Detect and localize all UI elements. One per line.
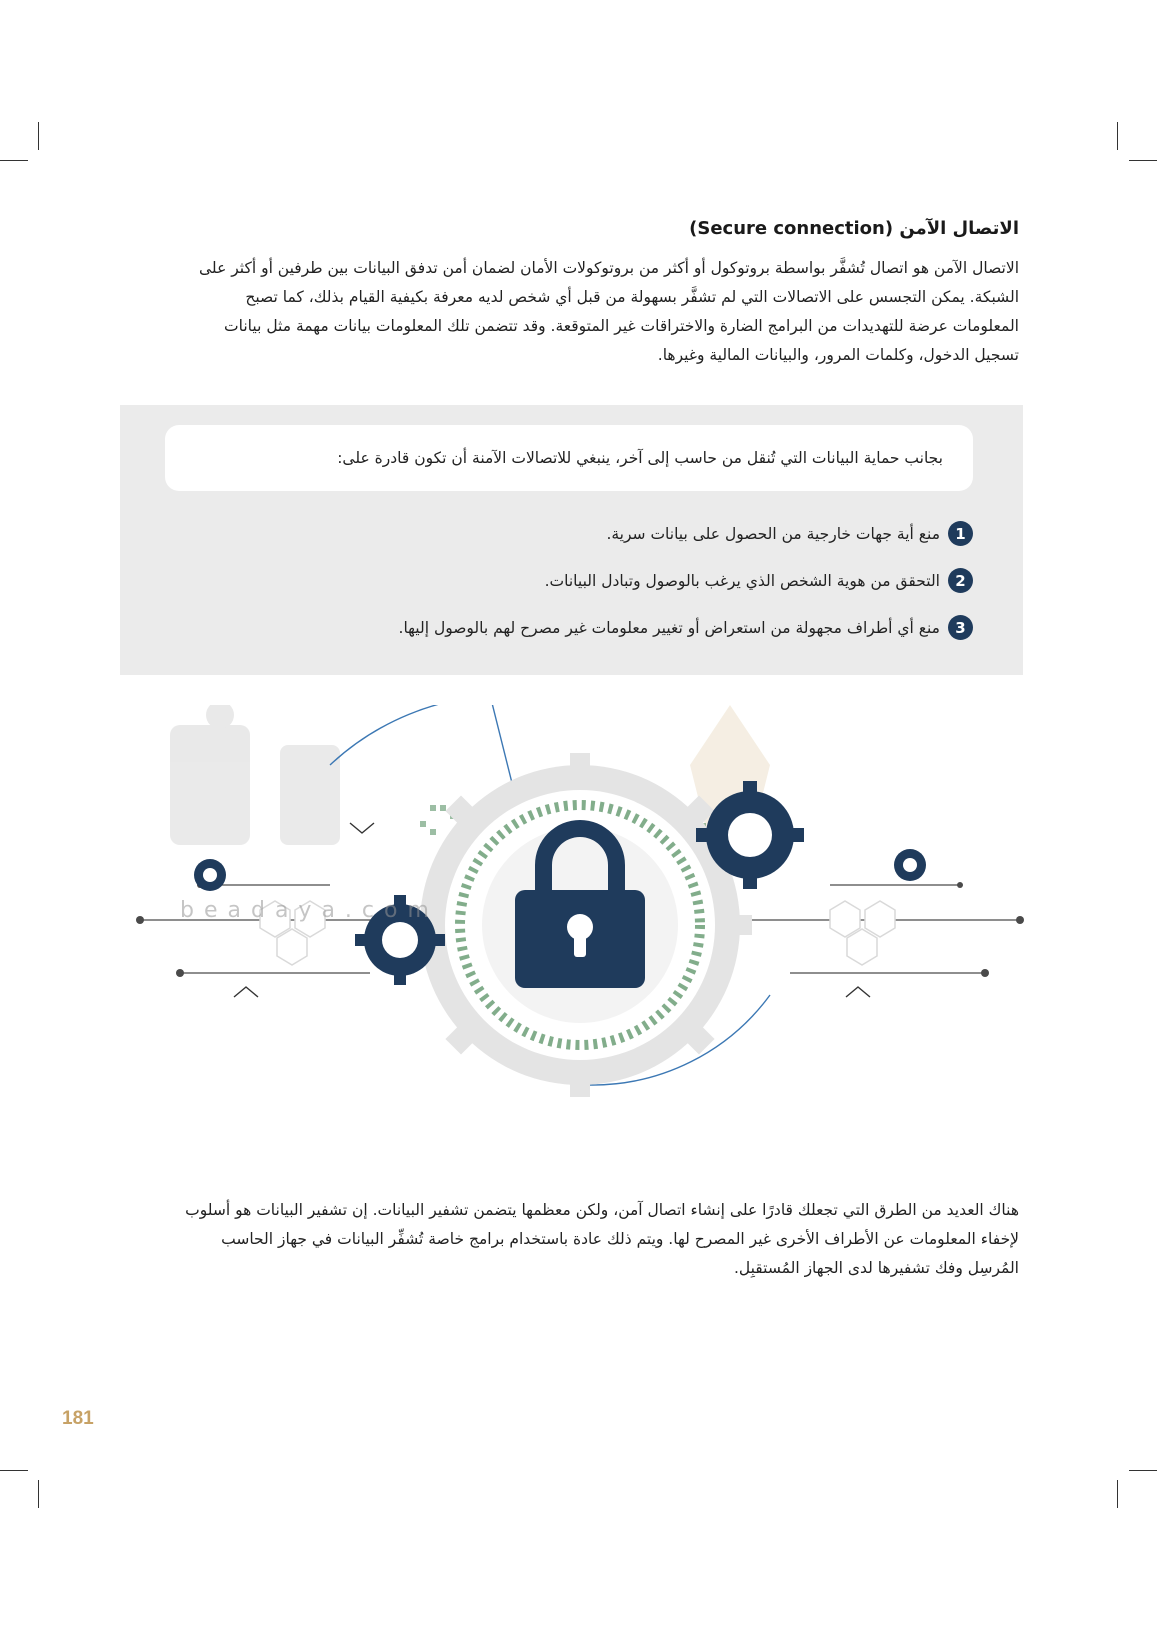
list-item-text: منع أي أطراف مجهولة من استعراض أو تغيير معلومات غير مصرح لهم بالوصول إليها. xyxy=(398,618,940,637)
list-item xyxy=(193,604,973,651)
crop-mark xyxy=(1129,1470,1157,1471)
small-gear-far-left xyxy=(194,859,226,891)
intro-line: المعلومات عرضة للتهديدات من البرامج الضارة والاختراقات غير المتوقعة. وقد تتضمن تلك المعلومات بيانات مهمة مثل بيانات xyxy=(224,317,1019,335)
intro-line: الشبكة. يمكن التجسس على الاتصالات التي لم تشفَّر بسهولة من قبل أي شخص لديه معرفة بكيفية القيام بذلك، كما تصبح xyxy=(245,288,1019,306)
watermark-domain: beadaya.com xyxy=(180,898,439,923)
padlock-gears-icon xyxy=(130,705,1030,1145)
outro-paragraph xyxy=(119,1196,1019,1283)
crop-mark xyxy=(1117,1480,1118,1508)
info-box xyxy=(120,405,1023,675)
outro-line: المُرسِل وفك تشفيرها لدى الجهاز المُستقبِل. xyxy=(733,1259,1019,1277)
intro-line: الاتصال الآمن هو اتصال تُشفَّر بواسطة بروتوكول أو أكثر من بروتوكولات الأمان لضمان أمن تدفق البيانات بين طرفين أو أكثر على xyxy=(199,259,1019,277)
number-badge: 2 xyxy=(948,568,973,593)
intro-line: تسجيل الدخول، وكلمات المرور، والبيانات المالية وغيرها. xyxy=(657,346,1019,364)
crop-mark xyxy=(38,1480,39,1508)
requirements-list xyxy=(193,510,973,651)
small-gear-far-right xyxy=(894,849,926,881)
outro-line: هناك العديد من الطرق التي تجعلك قادرًا على إنشاء اتصال آمن، ولكن معظمها يتضمن تشفير البيانات. إن تشفير البيانات هو أسلوب xyxy=(185,1201,1019,1219)
crop-mark xyxy=(1129,160,1157,161)
list-item-text: التحقق من هوية الشخص الذي يرغب بالوصول وتبادل البيانات. xyxy=(544,571,940,590)
list-item xyxy=(193,510,973,557)
number-badge: 1 xyxy=(948,521,973,546)
outro-line: لإخفاء المعلومات عن الأطراف الأخرى غير المصرح لها. ويتم ذلك عادة باستخدام برامج خاصة تُشفِّر البيانات في جهاز الحاسب xyxy=(221,1230,1019,1248)
crop-mark xyxy=(1117,122,1118,150)
section-title: الاتصال الآمن (Secure connection) xyxy=(689,218,1019,239)
crop-mark xyxy=(38,122,39,150)
crop-mark xyxy=(0,1470,28,1471)
number-badge: 3 xyxy=(948,615,973,640)
intro-paragraph xyxy=(119,254,1019,370)
lead-text: بجانب حماية البيانات التي تُنقل من حاسب إلى آخر، ينبغي للاتصالات الآمنة أن تكون قادرة على: xyxy=(337,449,943,467)
lead-card xyxy=(165,425,973,491)
list-item-text: منع أية جهات خارجية من الحصول على بيانات سرية. xyxy=(606,524,940,543)
crop-mark xyxy=(0,160,28,161)
page-number: 181 xyxy=(62,1408,94,1429)
list-item xyxy=(193,557,973,604)
